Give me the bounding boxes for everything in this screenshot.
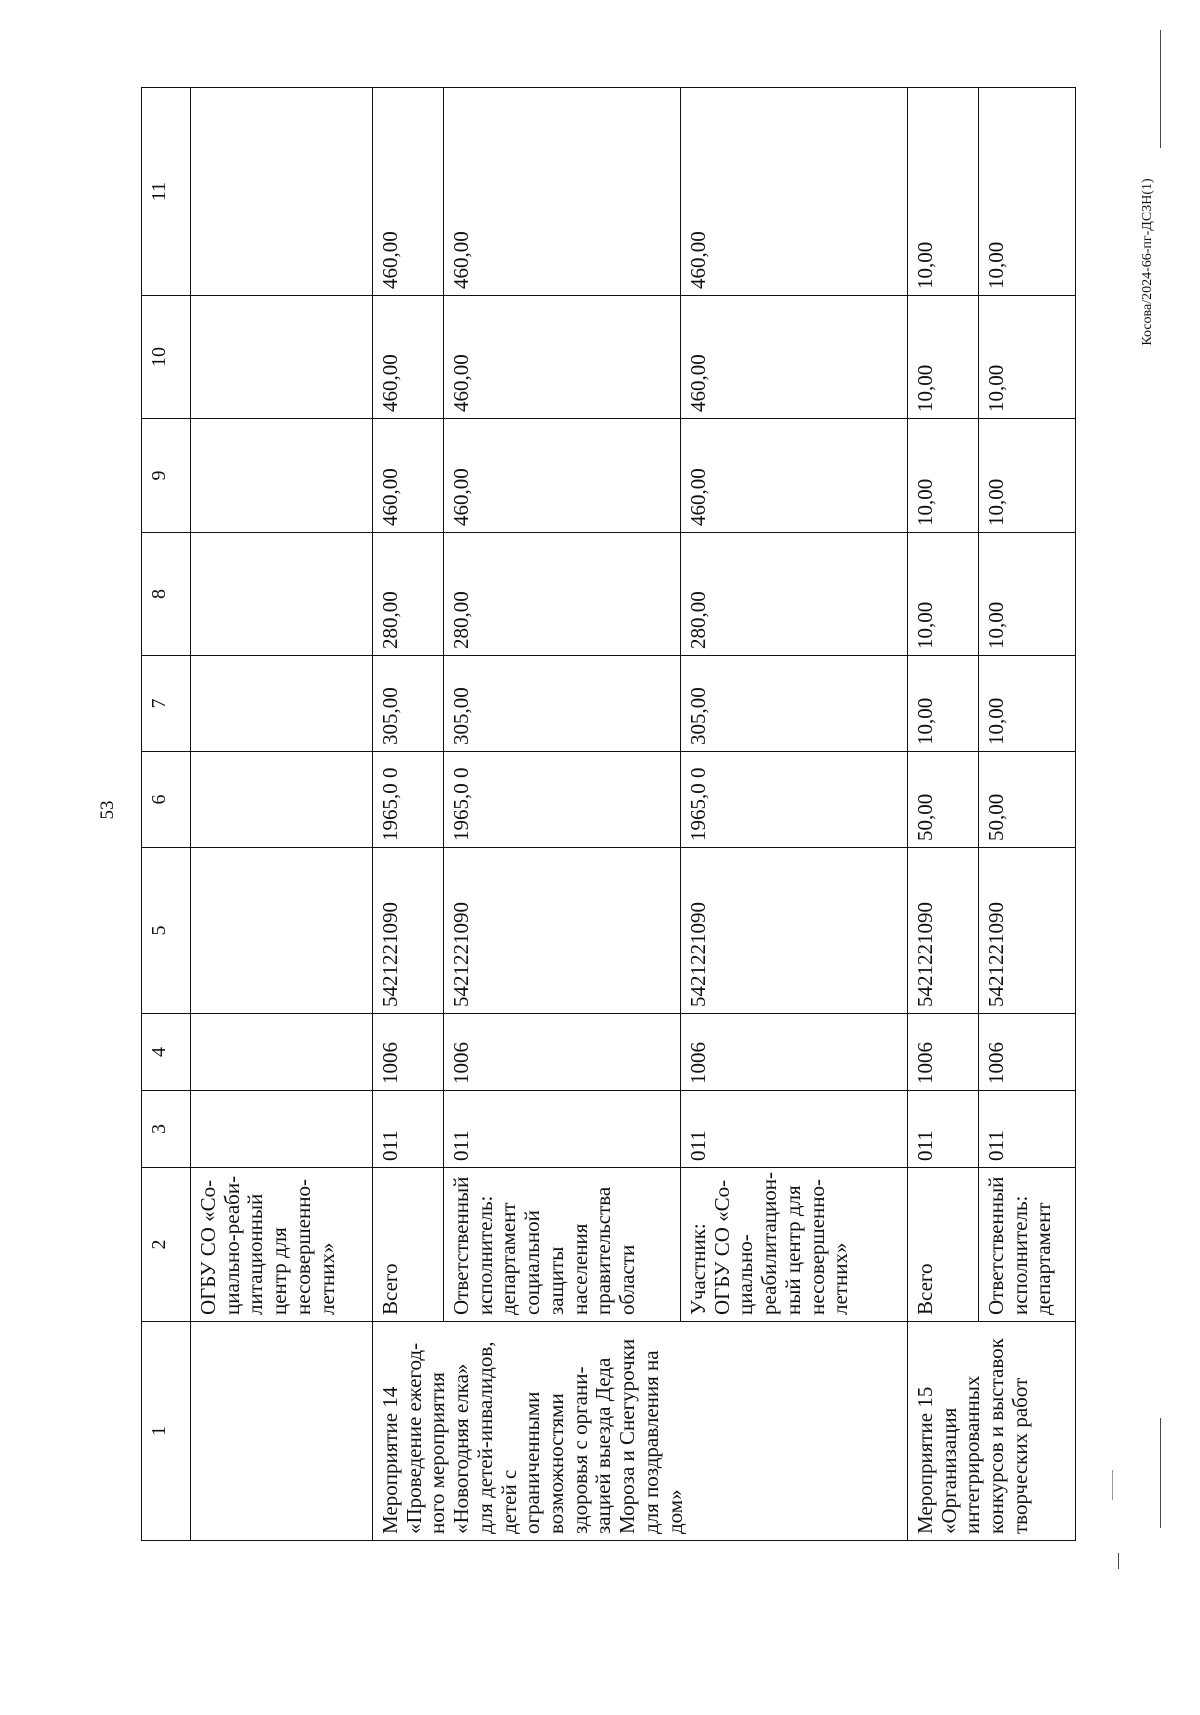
- table-cell: [191, 296, 373, 419]
- table-cell: 5421221090: [681, 848, 908, 1014]
- table-cell: [191, 848, 373, 1014]
- header-cell: 10: [142, 296, 191, 419]
- table-cell: [191, 656, 373, 752]
- table-cell: 460,00: [373, 419, 444, 533]
- table-cell: 305,00: [681, 656, 908, 752]
- table-cell: 280,00: [373, 533, 444, 656]
- header-cell: 3: [142, 1091, 191, 1168]
- table-cell: 460,00: [681, 296, 908, 419]
- header-cell: 5: [142, 848, 191, 1014]
- table-cell: 10,00: [908, 419, 979, 533]
- table-cell: 50,00: [979, 752, 1076, 848]
- table-cell: 1965,0 0: [444, 752, 681, 848]
- table-cell: 011: [908, 1091, 979, 1168]
- header-cell: 11: [142, 88, 191, 296]
- table-cell: 10,00: [908, 296, 979, 419]
- table-row: [908, 88, 979, 1541]
- table-cell: 280,00: [444, 533, 681, 656]
- table-cell: 280,00: [681, 533, 908, 656]
- table-cell: [191, 1014, 373, 1091]
- table-cell: 1006: [681, 1014, 908, 1091]
- header-cell: 6: [142, 752, 191, 848]
- table-cell: 10,00: [979, 296, 1076, 419]
- table-cell: 5421221090: [908, 848, 979, 1014]
- table-row-continuation: [191, 88, 373, 1541]
- table-cell: 10,00: [908, 88, 979, 296]
- header-cell: 7: [142, 656, 191, 752]
- scan-artifact-line: [1160, 30, 1161, 148]
- table-cell: 460,00: [681, 88, 908, 296]
- table-cell: 1006: [908, 1014, 979, 1091]
- table-cell: 50,00: [908, 752, 979, 848]
- table-cell: 460,00: [681, 419, 908, 533]
- table-cell: 460,00: [444, 88, 681, 296]
- table-row: [373, 88, 444, 1541]
- page-number: 53: [97, 800, 118, 820]
- table-cell: 10,00: [908, 656, 979, 752]
- table-cell: 460,00: [444, 296, 681, 419]
- header-cell: 2: [142, 1168, 191, 1322]
- table-cell: 460,00: [373, 88, 444, 296]
- table-cell: 1006: [444, 1014, 681, 1091]
- header-cell: 8: [142, 533, 191, 656]
- row-label: Ответственный исполнитель: департамент социальной защиты населения правительства области: [444, 1168, 681, 1322]
- table-cell: [191, 1322, 373, 1541]
- table-cell: 10,00: [979, 88, 1076, 296]
- table-cell: 1965,0 0: [681, 752, 908, 848]
- header-cell: 4: [142, 1014, 191, 1091]
- table-cell: [191, 88, 373, 296]
- row-label: Ответственный исполнитель: департамент: [979, 1168, 1076, 1322]
- document-code: Косова/2024-66-пг-ДСЗН(1): [1140, 178, 1155, 346]
- table-cell: 10,00: [979, 533, 1076, 656]
- table-cell: 10,00: [979, 419, 1076, 533]
- table-cell: 460,00: [444, 419, 681, 533]
- table-cell: 011: [373, 1091, 444, 1168]
- table-cell: [191, 419, 373, 533]
- table-cell: 10,00: [979, 656, 1076, 752]
- table-cell: 011: [681, 1091, 908, 1168]
- table-cell: 305,00: [373, 656, 444, 752]
- table-cell: 011: [979, 1091, 1076, 1168]
- participant-cell: ОГБУ СО «Со-циально-реаби-литационный центр для несовершенно-летних»: [191, 1168, 373, 1322]
- table-cell: 460,00: [373, 296, 444, 419]
- header-row: [142, 88, 191, 1541]
- table-cell: 1006: [373, 1014, 444, 1091]
- table-cell: 1006: [979, 1014, 1076, 1091]
- budget-table: [141, 87, 1076, 1541]
- row-label: Участник: ОГБУ СО «Со-циально-реабилитацион-ный центр для несовершенно-летних»: [681, 1168, 908, 1322]
- scan-artifact-line: [1118, 1553, 1119, 1569]
- table-cell: 011: [444, 1091, 681, 1168]
- table-cell: 5421221090: [373, 848, 444, 1014]
- table-cell: 305,00: [444, 656, 681, 752]
- header-cell: 9: [142, 419, 191, 533]
- header-cell: 1: [142, 1322, 191, 1541]
- table-cell: [191, 1091, 373, 1168]
- table-cell: 10,00: [908, 533, 979, 656]
- table-cell: 5421221090: [979, 848, 1076, 1014]
- row-label: Всего: [908, 1168, 979, 1322]
- table-cell: 5421221090: [444, 848, 681, 1014]
- table-cell: [191, 533, 373, 656]
- table-cell: 1965,0 0: [373, 752, 444, 848]
- measure-title-cell: Мероприятие 14 «Проведение ежегод-ного мероприятия «Новогодняя елка» для детей-инвалидов, детей с ограниченными возможностями здоровья с органи-зацией выезда Деда Мороза и Снегурочки для поздравления на дом»: [373, 1322, 908, 1541]
- table-cell: [191, 752, 373, 848]
- measure-title-cell: Мероприятие 15 «Организация интегрированных конкурсов и выставок творческих работ: [908, 1322, 1076, 1541]
- row-label: Всего: [373, 1168, 444, 1322]
- scan-artifact-line: [1160, 1418, 1161, 1528]
- scan-artifact-line: [1112, 1470, 1113, 1500]
- rotated-table-container: [141, 88, 1058, 1541]
